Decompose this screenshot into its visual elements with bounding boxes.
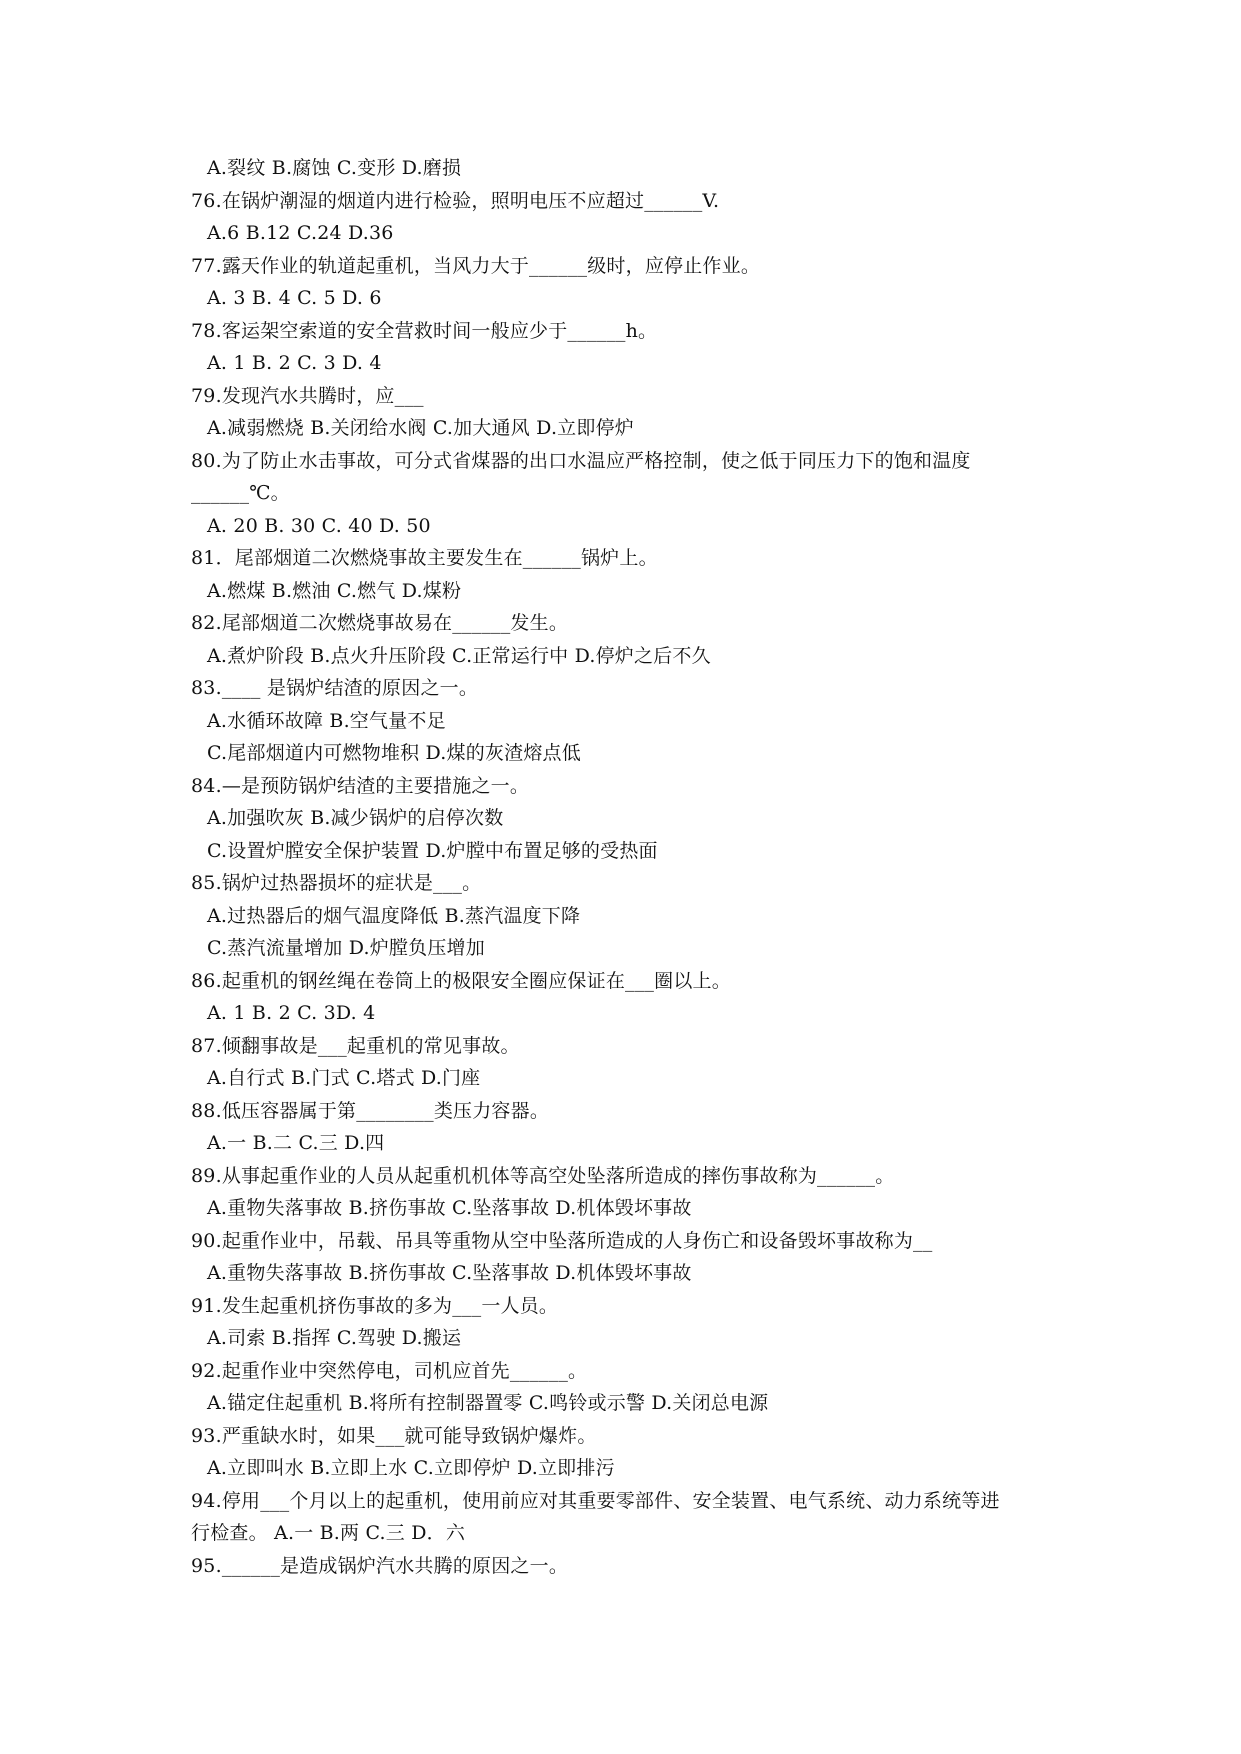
question-text-line: 81．尾部烟道二次燃烧事故主要发生在______锅炉上。 bbox=[191, 547, 658, 569]
question-text-line: 84.—是预防锅炉结渣的主要措施之一。 bbox=[191, 774, 530, 797]
answer-options-line: A.6 B.12 C.24 D.36 bbox=[207, 222, 394, 244]
question-text-line: ______℃。 bbox=[191, 482, 290, 504]
question-text-line: 88.低压容器属于第________类压力容器。 bbox=[191, 1099, 550, 1122]
question-text-line: 95.______是造成锅炉汽水共腾的原因之一。 bbox=[191, 1554, 569, 1577]
answer-options-line: A.过热器后的烟气温度降低 B.蒸汽温度下降 bbox=[207, 904, 581, 927]
question-text-line: 79.发现汽水共腾时，应___ bbox=[191, 384, 424, 407]
answer-options-line: A.燃煤 B.燃油 C.燃气 D.煤粉 bbox=[207, 579, 462, 602]
answer-options-line: A. 20 B. 30 C. 40 D. 50 bbox=[207, 514, 431, 537]
question-text-line: 76.在锅炉潮湿的烟道内进行检验，照明电压不应超过______V. bbox=[191, 189, 720, 212]
answer-options-line: C.蒸汽流量增加 D.炉膛负压增加 bbox=[207, 937, 485, 959]
question-text-line: 87.倾翻事故是___起重机的常见事故。 bbox=[191, 1034, 520, 1057]
answer-options-line: A.锚定住起重机 B.将所有控制器置零 C.鸣铃或示警 D.关闭总电源 bbox=[207, 1392, 769, 1414]
answer-options-line: A. 1 B. 2 C. 3 D. 4 bbox=[207, 352, 382, 374]
question-text-line: 92.起重作业中突然停电，司机应首先______。 bbox=[191, 1359, 588, 1382]
answer-options-line: A.自行式 B.门式 C.塔式 D.门座 bbox=[207, 1067, 481, 1089]
question-text-line: 83.____ 是锅炉结渣的原因之一。 bbox=[191, 677, 479, 699]
question-text-line: 78.客运架空索道的安全营救时间一般应少于______h。 bbox=[191, 319, 658, 342]
answer-options-line: A.重物失落事故 B.挤伤事故 C.坠落事故 D.机体毁坏事故 bbox=[207, 1262, 692, 1284]
answer-options-line: A. 1 B. 2 C. 3D. 4 bbox=[207, 1002, 376, 1024]
answer-options-line: A.减弱燃烧 B.关闭给水阀 C.加大通风 D.立即停炉 bbox=[207, 417, 634, 439]
question-text-line: 85.锅炉过热器损坏的症状是___。 bbox=[191, 872, 482, 894]
question-text-line: 89.从事起重作业的人员从起重机机体等高空处坠落所造成的摔伤事故称为______。 bbox=[191, 1164, 895, 1187]
question-text-line: 77.露天作业的轨道起重机，当风力大于______级时，应停止作业。 bbox=[191, 254, 761, 277]
answer-options-line: A. 3 B. 4 C. 5 D. 6 bbox=[207, 287, 382, 309]
question-text-line: 94.停用___个月以上的起重机，使用前应对其重要零部件、安全装置、电气系统、动力系统等进 bbox=[191, 1489, 1000, 1512]
question-text-line: 80.为了防止水击事故，可分式省煤器的出口水温应严格控制，使之低于同压力下的饱和温度 bbox=[191, 449, 971, 472]
answer-options-line: A.煮炉阶段 B.点火升压阶段 C.正常运行中 D.停炉之后不久 bbox=[207, 644, 711, 667]
question-text-line: 行检查。 A.一 B.两 C.三 D．六 bbox=[191, 1522, 466, 1544]
question-list bbox=[191, 152, 1071, 1582]
answer-options-line: A.立即叫水 B.立即上水 C.立即停炉 D.立即排污 bbox=[207, 1457, 615, 1479]
answer-options-line: C.尾部烟道内可燃物堆积 D.煤的灰渣熔点低 bbox=[207, 742, 581, 764]
question-text-line: 82.尾部烟道二次燃烧事故易在______发生。 bbox=[191, 612, 569, 634]
question-text-line: 91.发生起重机挤伤事故的多为___一人员。 bbox=[191, 1294, 559, 1317]
answer-options-line: A.裂纹 B.腐蚀 C.变形 D.磨损 bbox=[207, 157, 462, 179]
question-text-line: 90.起重作业中，吊载、吊具等重物从空中坠落所造成的人身伤亡和设备毁坏事故称为__ bbox=[191, 1229, 933, 1252]
answer-options-line: A.一 B.二 C.三 D.四 bbox=[207, 1132, 385, 1154]
question-text-line: 93.严重缺水时，如果___就可能导致锅炉爆炸。 bbox=[191, 1424, 597, 1447]
answer-options-line: C.设置炉膛安全保护装置 D.炉膛中布置足够的受热面 bbox=[207, 839, 658, 862]
answer-options-line: A.司索 B.指挥 C.驾驶 D.搬运 bbox=[207, 1327, 462, 1349]
question-text-line: 86.起重机的钢丝绳在卷筒上的极限安全圈应保证在___圈以上。 bbox=[191, 969, 731, 992]
answer-options-line: A.重物失落事故 B.挤伤事故 C.坠落事故 D.机体毁坏事故 bbox=[207, 1197, 692, 1219]
answer-options-line: A.加强吹灰 B.减少锅炉的启停次数 bbox=[207, 807, 504, 829]
answer-options-line: A.水循环故障 B.空气量不足 bbox=[207, 709, 446, 732]
